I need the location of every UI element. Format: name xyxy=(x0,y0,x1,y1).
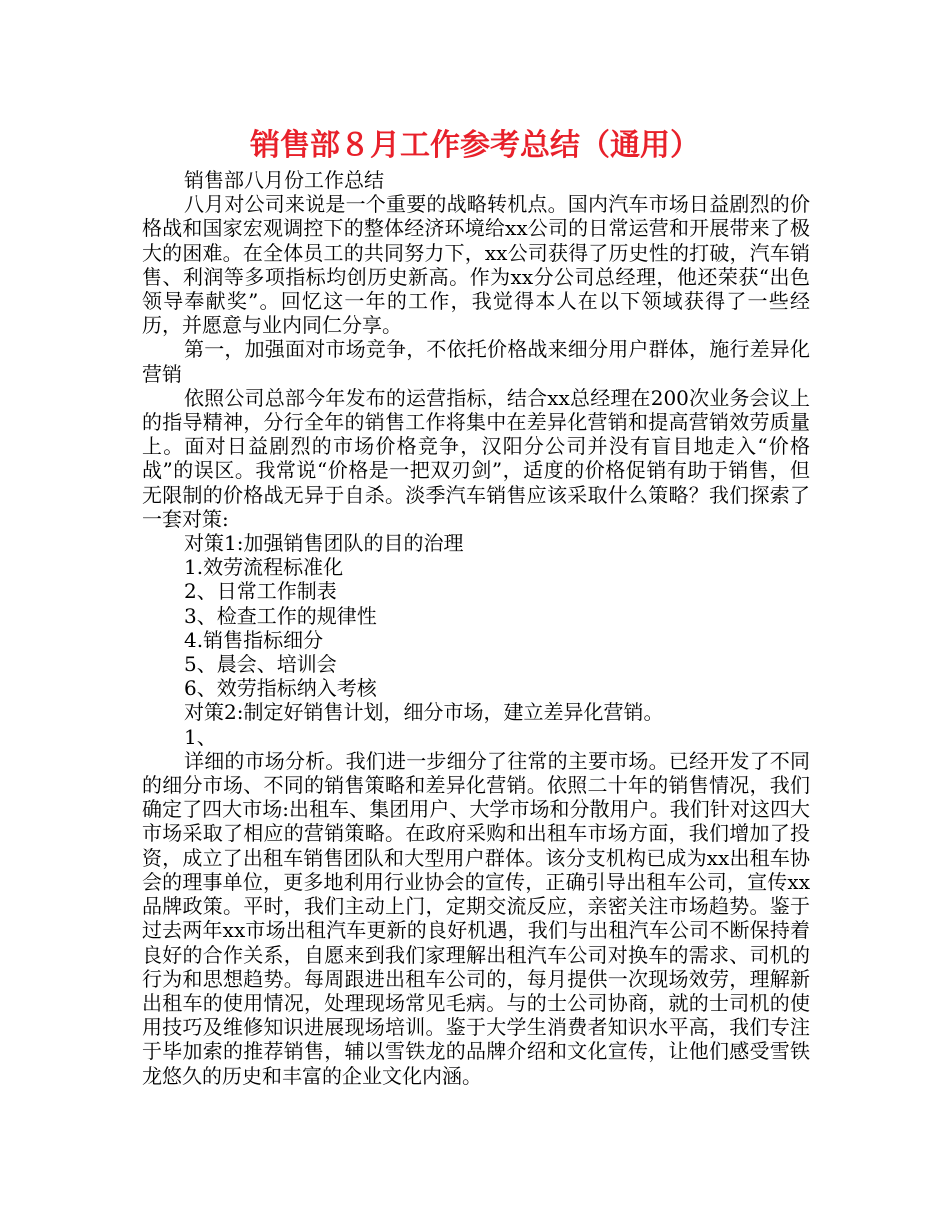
paragraph-countermeasure-1: 对策1:加强销售团队的目的治理 xyxy=(184,531,464,556)
list-item: 1.效劳流程标准化 xyxy=(184,555,344,580)
paragraph-heading-first: 第一，加强面对市场竞争，不依托价格战来细分用户群体，施行差异化营销 xyxy=(142,337,810,386)
list-item: 6、效劳指标纳入考核 xyxy=(184,676,377,701)
document-title: 销售部８月工作参考总结（通用） xyxy=(250,128,700,163)
paragraph-subtitle: 销售部八月份工作总结 xyxy=(184,168,384,192)
document-body xyxy=(142,168,810,1088)
paragraph-strategy: 依照公司总部今年发布的运营指标，结合xx总经理在200次业务会议上的指导精神，分行全年的销售工作将集中在差异化营销和提高营销效劳质量上。面对日益剧烈的市场价格竞争，汉阳分公司并没有盲目地走入“价格战”的误区。我常说“价格是一把双刃剑”，适度的价格促销有助于销售，但无限制的价格战无异于自杀。淡季汽车销售应该采取什么策略？我们探索了一套对策: xyxy=(142,385,810,531)
list-item: 5、晨会、培训会 xyxy=(184,652,337,677)
paragraph-countermeasure-2: 对策2:制定好销售计划，细分市场，建立差异化营销。 xyxy=(184,700,664,725)
list-item-number: 1、 xyxy=(184,724,217,749)
paragraph-intro: 八月对公司来说是一个重要的战略转机点。国内汽车市场日益剧烈的价格战和国家宏观调控下的整体经济环境给xx公司的日常运营和开展带来了极大的困难。在全体员工的共同努力下，xx公司获得了历史性的打破，汽车销售、利润等多项指标均创历史新高。作为xx分公司总经理，他还荣获“出色领导奉献奖”。回忆这一年的工作，我觉得本人在以下领域获得了一些经历，并愿意与业内同仁分享。 xyxy=(142,192,810,338)
list-item: 4.销售指标细分 xyxy=(184,627,324,652)
paragraph-market-analysis: 详细的市场分析。我们进一步细分了往常的主要市场。已经开发了不同的细分市场、不同的销售策略和差异化营销。依照二十年的销售情况，我们确定了四大市场:出租车、集团用户、大学市场和分散用户。我们针对这四大市场采取了相应的营销策略。在政府采购和出租车市场方面，我们增加了投资，成立了出租车销售团队和大型用户群体。该分支机构已成为xx出租车协会的理事单位，更多地利用行业协会的宣传，正确引导出租车公司，宣传xx品牌政策。平时，我们主动上门，定期交流反应，亲密关注市场趋势。鉴于过去两年xx市场出租汽车更新的良好机遇，我们与出租汽车公司不断保持着良好的合作关系，自愿来到我们家理解出租汽车公司对换车的需求、司机的行为和思想趋势。每周跟进出租车公司的，每月提供一次现场效劳，理解新出租车的使用情况，处理现场常见毛病。与的士公司协商，就的士司机的使用技巧及维修知识进展现场培训。鉴于大学生消费者知识水平高，我们专注于毕加索的推荐销售，辅以雪铁龙的品牌介绍和文化宣传，让他们感受雪铁龙悠久的历史和丰富的企业文化内涵。 xyxy=(142,748,810,1088)
list-item: 2、日常工作制表 xyxy=(184,579,337,604)
list-item: 3、检查工作的规律性 xyxy=(184,603,377,628)
